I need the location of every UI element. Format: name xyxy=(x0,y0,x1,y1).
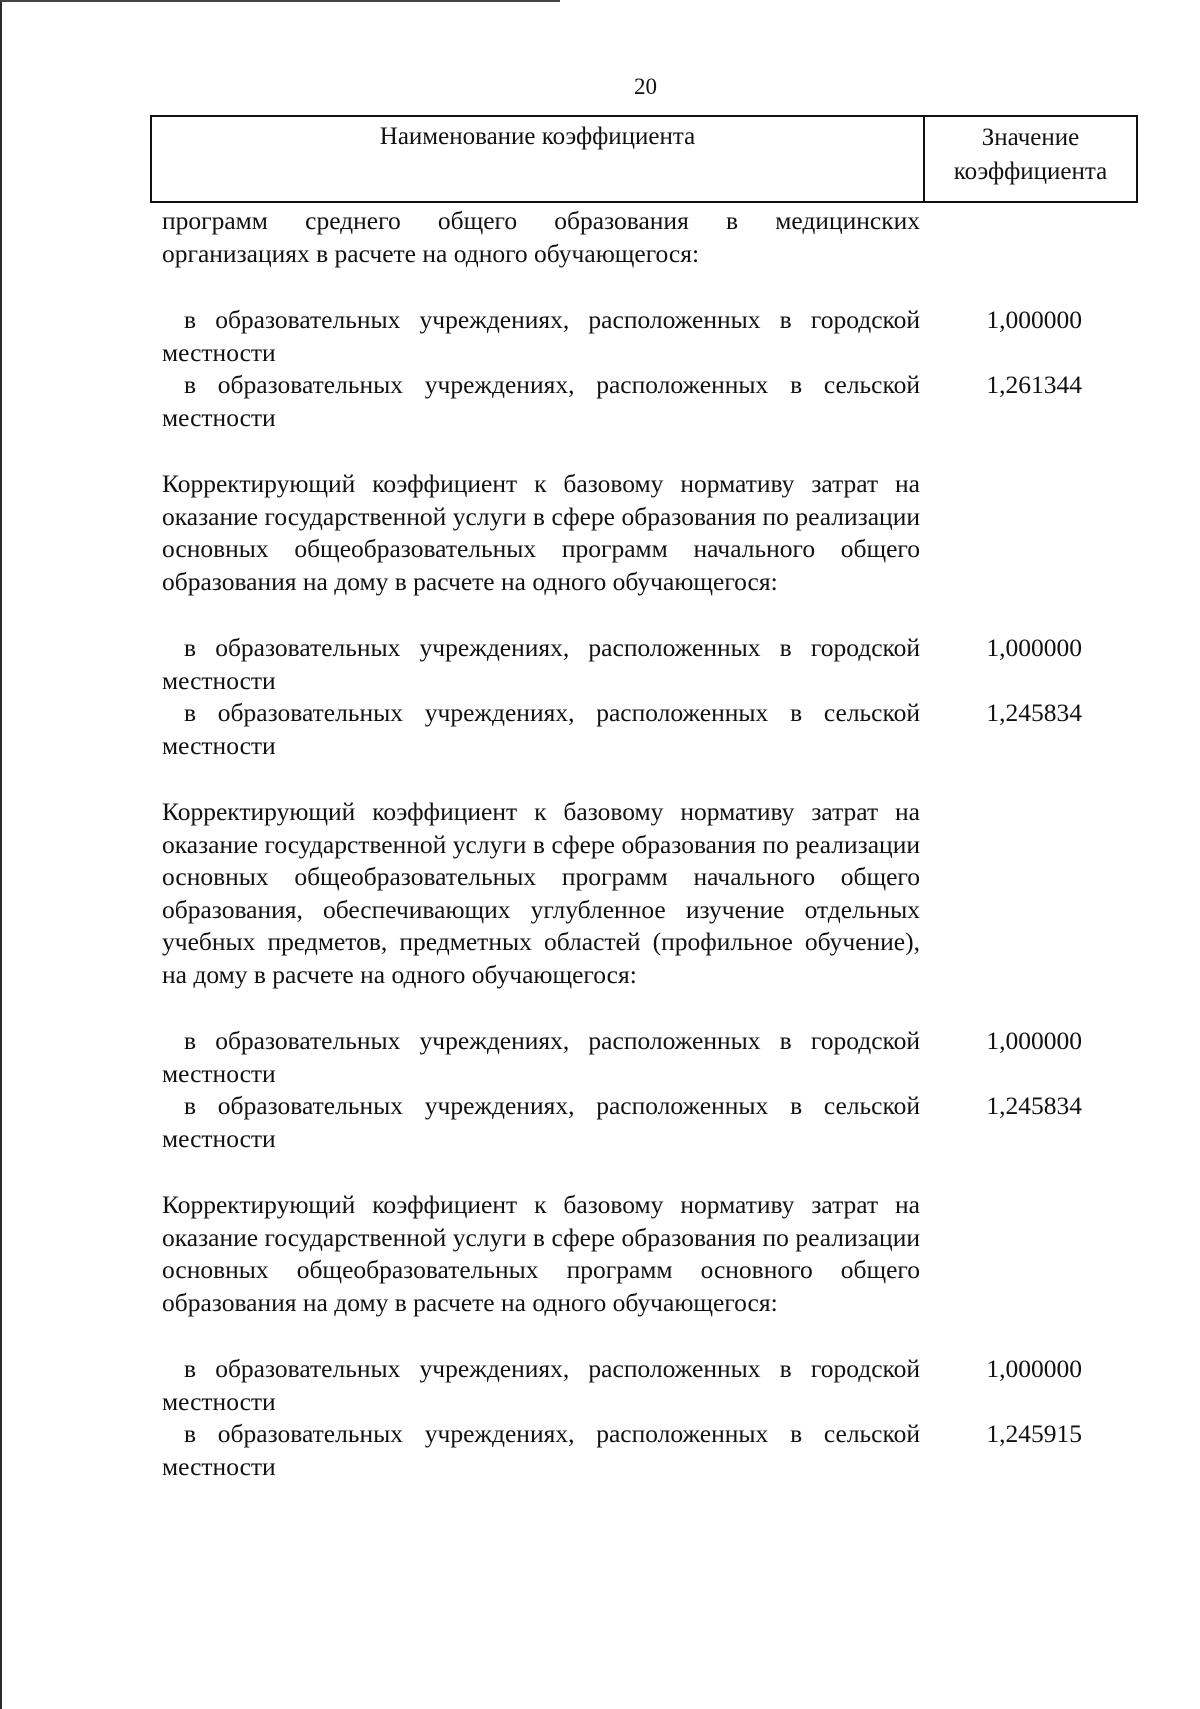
coefficient-value: 1,000000 xyxy=(986,1026,1082,1055)
coefficient-row xyxy=(162,697,1162,762)
coefficient-row xyxy=(162,1090,1162,1155)
coefficient-label: в образовательных учреждениях, расположенных в городской местности xyxy=(162,305,920,367)
coefficient-label: в образовательных учреждениях, расположенных в городской местности xyxy=(162,1354,920,1416)
coefficient-label: в образовательных учреждениях, расположенных в сельской местности xyxy=(162,1419,920,1481)
scan-edge-top xyxy=(0,0,560,2)
section-intro-text: Корректирующий коэффициент к базовому нормативу затрат на оказание государственной услуги в сфере образования по реализации основных общеобразовательных программ начального общего образования на дому в расчете на одного обучающегося: xyxy=(162,469,920,596)
coefficient-label: в образовательных учреждениях, расположенных в городской местности xyxy=(162,633,920,695)
coefficient-label: в образовательных учреждениях, расположенных в сельской местности xyxy=(162,698,920,760)
header-value-line2: коэффициента xyxy=(953,158,1108,185)
section-intro xyxy=(162,205,1162,270)
header-value-column xyxy=(925,117,1136,201)
coefficient-value: 1,245834 xyxy=(986,698,1082,727)
coefficient-value: 1,245915 xyxy=(986,1419,1082,1448)
coefficient-value: 1,000000 xyxy=(986,633,1082,662)
section-intro xyxy=(162,468,1162,598)
coefficient-row xyxy=(162,632,1162,697)
coefficient-row xyxy=(162,1025,1162,1090)
coefficient-row xyxy=(162,1418,1162,1483)
coefficient-value: 1,000000 xyxy=(986,1354,1082,1383)
section-intro xyxy=(162,1189,1162,1319)
coefficient-label: в образовательных учреждениях, расположенных в сельской местности xyxy=(162,370,920,432)
table-header xyxy=(150,115,1138,203)
header-value-line1: Значение xyxy=(981,124,1080,151)
section-intro xyxy=(162,796,1162,991)
section-intro-text: Корректирующий коэффициент к базовому нормативу затрат на оказание государственной услуги в сфере образования по реализации основных общеобразовательных программ основного общего образования на дому в расчете на одного обучающегося: xyxy=(162,1190,920,1317)
coefficient-label: в образовательных учреждениях, расположенных в городской местности xyxy=(162,1026,920,1088)
document-body xyxy=(162,205,1162,1483)
header-name-column: Наименование коэффициента xyxy=(152,117,925,201)
section-intro-text: Корректирующий коэффициент к базовому нормативу затрат на оказание государственной услуги в сфере образования по реализации основных общеобразовательных программ начального общего образования, обеспечивающих углубленное изучение отдельных учебных предметов, предметных областей (профильное обучение), на дому в расчете на одного обучающегося: xyxy=(162,797,920,989)
coefficient-row xyxy=(162,1353,1162,1418)
scan-edge-left xyxy=(0,0,2,1709)
coefficient-row xyxy=(162,304,1162,369)
coefficient-label: в образовательных учреждениях, расположенных в сельской местности xyxy=(162,1091,920,1153)
section-intro-text: программ среднего общего образования в медицинских организациях в расчете на одного обучающегося: xyxy=(162,206,920,268)
coefficient-row xyxy=(162,369,1162,434)
coefficient-value: 1,261344 xyxy=(986,370,1082,399)
page-number: 20 xyxy=(634,74,657,99)
coefficient-value: 1,245834 xyxy=(986,1091,1082,1120)
coefficient-value: 1,000000 xyxy=(986,305,1082,334)
